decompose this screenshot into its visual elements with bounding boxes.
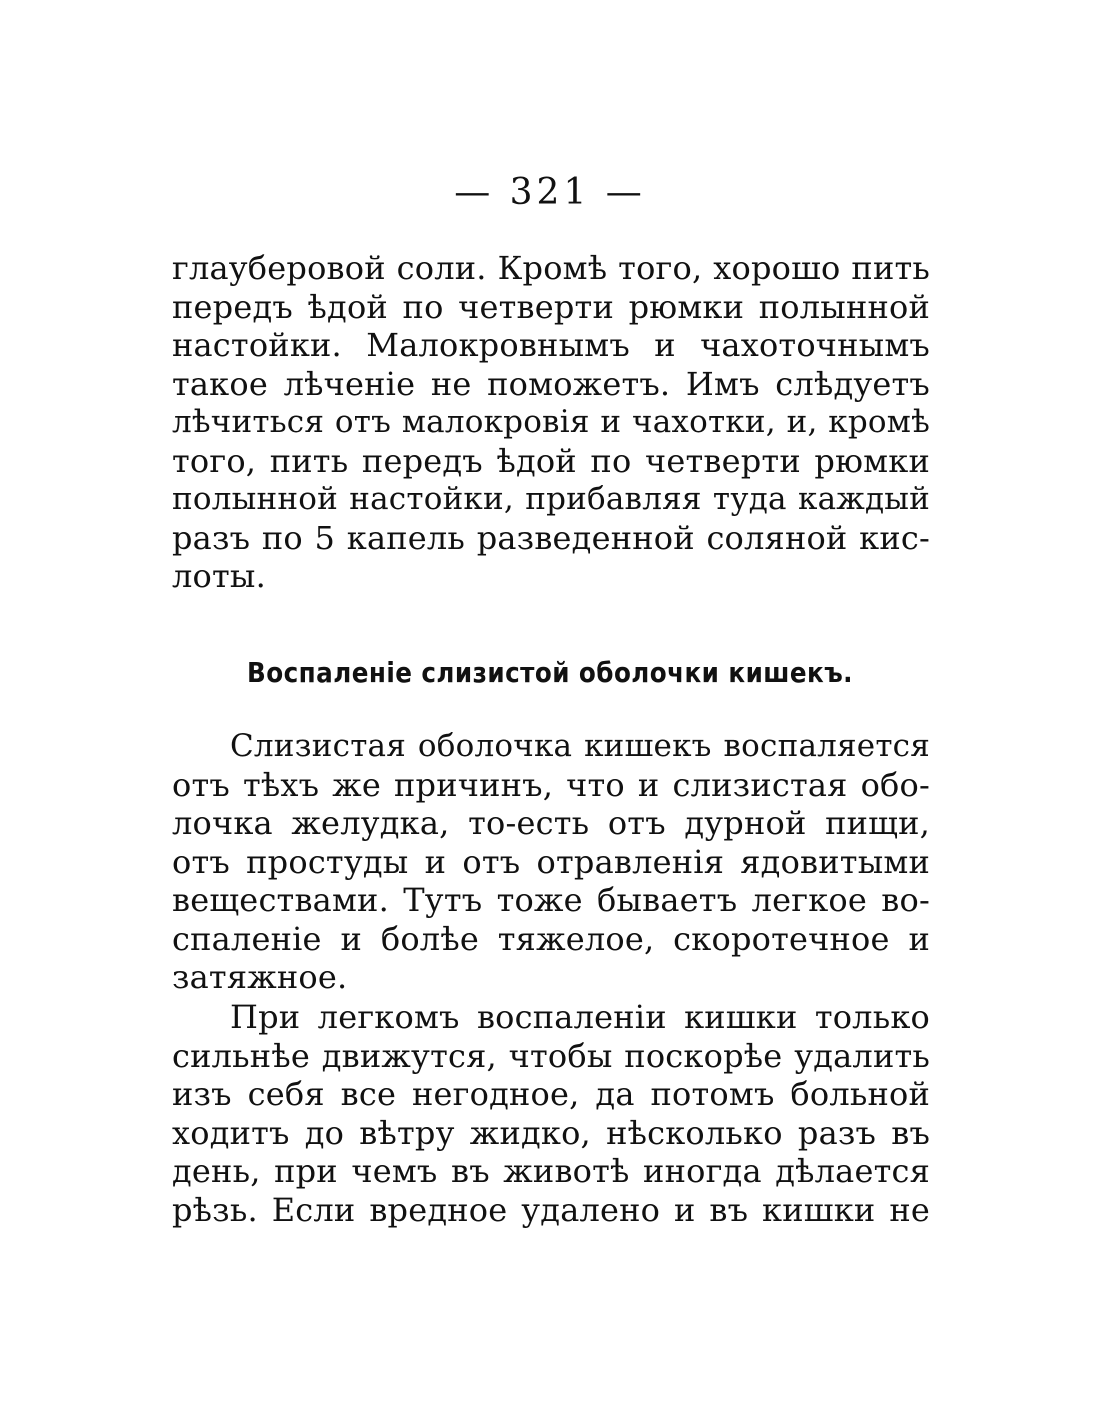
page-number: — 321 — bbox=[454, 172, 646, 213]
text-line: такое лѣченіе не поможетъ. Имъ слѣдуетъ bbox=[172, 364, 930, 403]
text-line: передъ ѣдой по четверти рюмки полынной bbox=[172, 287, 930, 326]
text-line: веществами. Тутъ тоже бываетъ легкое во- bbox=[172, 881, 930, 919]
text-line: полынной настойки, прибавляя туда каждый bbox=[172, 481, 930, 517]
text-line: лоты. bbox=[172, 557, 266, 595]
text-line: отъ тѣхъ же причинъ, что и слизистая обо- bbox=[172, 765, 930, 804]
paragraph bbox=[172, 998, 930, 1229]
text-line: разъ по 5 капель разведенной соляной кис- bbox=[172, 518, 930, 557]
text-line: глауберовой соли. Кромѣ того, хорошо пить bbox=[172, 249, 930, 287]
text-line: сильнѣе движутся, чтобы поскорѣе удалить bbox=[172, 1036, 930, 1075]
text-line: лочка желудка, то-есть отъ дурной пищи, bbox=[172, 804, 930, 842]
text-line: изъ себя все негодное, да потомъ больной bbox=[172, 1075, 930, 1113]
paragraph bbox=[172, 727, 930, 997]
text-line: затяжное. bbox=[172, 958, 348, 996]
paragraph-continued bbox=[172, 249, 930, 596]
text-line: лѣчиться отъ малокровія и чахотки, и, кромѣ bbox=[172, 404, 930, 440]
text-line: отъ простуды и отъ отравленія ядовитыми bbox=[172, 842, 930, 881]
text-line: ходитъ до вѣтру жидко, нѣсколько разъ въ bbox=[172, 1113, 930, 1152]
text-line: того, пить передъ ѣдой по четверти рюмки bbox=[172, 441, 930, 480]
section-heading: Воспаленіе слизистой оболочки кишекъ. bbox=[247, 656, 853, 689]
text-line: настойки. Малокровнымъ и чахоточнымъ bbox=[172, 326, 930, 364]
text-line: спаленіе и болѣе тяжелое, скоротечное и bbox=[172, 919, 930, 958]
text-line: день, при чемъ въ животѣ иногда дѣлается bbox=[172, 1152, 930, 1190]
text-line: При легкомъ воспаленіи кишки только bbox=[230, 998, 930, 1036]
text-line: рѣзь. Если вредное удалено и въ кишки не bbox=[172, 1190, 930, 1229]
text-line: Слизистая оболочка кишекъ воспаляется bbox=[230, 728, 930, 764]
